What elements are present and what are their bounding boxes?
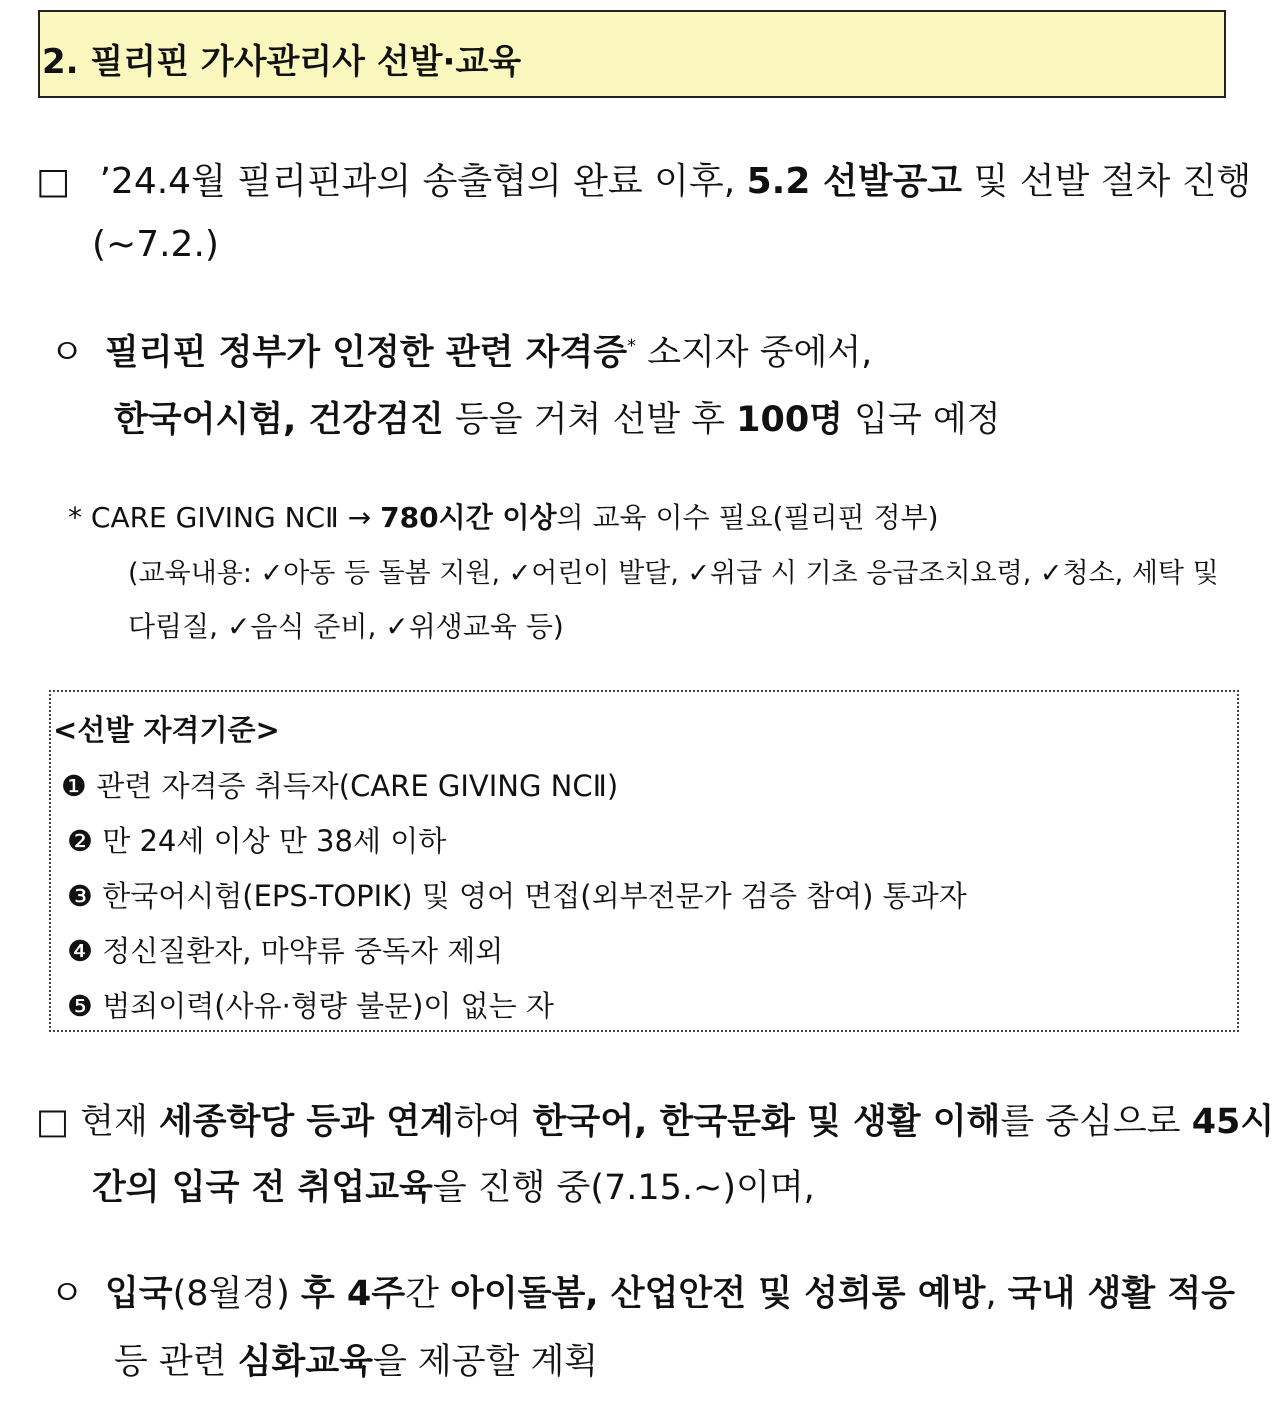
s1-sub-line-2: 한국어시험, 건강검진 등을 거쳐 선발 후 100명 입국 예정 (114, 400, 1001, 440)
criteria-item-3: ❸ 한국어시험(EPS-TOPIK) 및 영어 면접(외부전문가 검증 참여) 통과자 (67, 879, 967, 913)
note-line-1: * CARE GIVING NCⅡ → 780시간 이상의 교육 이수 필요(필리핀 정부) (68, 501, 939, 534)
circle-bullet-icon: ㅇ (50, 1274, 84, 1314)
criteria-item-1: ❶ 관련 자격증 취득자(CARE GIVING NCⅡ) (61, 769, 619, 803)
section-title: 2. 필리핀 가사관리사 선발·교육 (42, 42, 522, 82)
circle-bullet-icon: ㅇ (50, 333, 84, 373)
s2-sub-line-1: ㅇ 입국(8월경) 후 4주간 아이돌봄, 산업안전 및 성희롱 예방, 국내 생활 적응 (50, 1274, 1235, 1314)
criteria-item-5: ❺ 범죄이력(사유·형량 불문)이 없는 자 (67, 989, 554, 1023)
s2-line-2: 간의 입국 전 취업교육을 진행 중(7.15.~)이며, (92, 1168, 815, 1208)
s1-line-2: (~7.2.) (92, 224, 219, 265)
s1-line-1: □ ’24.4월 필리핀과의 송출협의 완료 이후, 5.2 선발공고 및 선발 절차 진행 (36, 161, 1252, 202)
criteria-item-4: ❹ 정신질환자, 마약류 중독자 제외 (67, 934, 504, 968)
criteria-box (49, 690, 1239, 1032)
s2-sub-line-2: 등 관련 심화교육을 제공할 계획 (114, 1342, 599, 1382)
section-title-box (38, 10, 1226, 98)
square-bullet-icon: □ (36, 161, 71, 202)
criteria-item-2: ❷ 만 24세 이상 만 38세 이하 (67, 824, 447, 858)
s1-sub-line-1: ㅇ 필리핀 정부가 인정한 관련 자격증* 소지자 중에서, (50, 333, 873, 373)
s2-line-1: □ 현재 세종학당 등과 연계하여 한국어, 한국문화 및 생활 이해를 중심으로 45시 (36, 1102, 1275, 1142)
square-bullet-icon: □ (36, 1102, 70, 1142)
criteria-heading: <선발 자격기준> (53, 713, 280, 747)
note-line-3: 다림질, ✓음식 준비, ✓위생교육 등) (128, 610, 564, 643)
note-line-2: (교육내용: ✓아동 등 돌봄 지원, ✓어린이 발달, ✓위급 시 기초 응급조치요령, ✓청소, 세탁 및 (128, 558, 1219, 589)
